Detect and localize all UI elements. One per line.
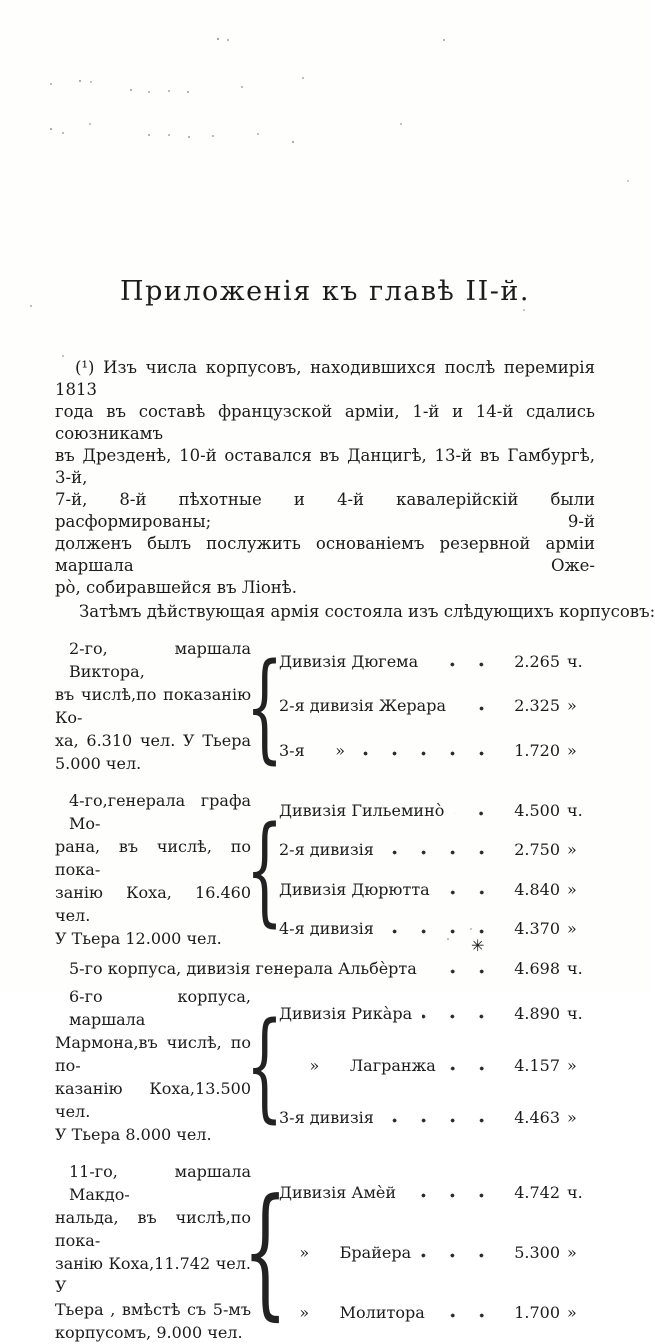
strength-unit: » (567, 696, 577, 716)
description-line: 4-го,генерала графа Мо- (69, 791, 251, 833)
division-row (279, 919, 595, 938)
strength-unit: ч. (567, 651, 583, 671)
division-row (279, 1303, 595, 1322)
footnote-paragraph (55, 357, 595, 599)
corps-description (55, 637, 251, 775)
division-row (279, 1004, 595, 1023)
leader-dots (384, 1118, 496, 1123)
description-line: 5.000 чел. (55, 754, 142, 773)
description-line: 11-го, маршала Макдо- (69, 1162, 251, 1204)
division-row (279, 880, 595, 899)
strength-unit: ч. (567, 801, 583, 821)
leader-dots (406, 1193, 496, 1198)
division-strength: 4.742 (514, 1182, 560, 1202)
division-name: 4-я дивизія (279, 918, 374, 938)
division-name: Дивизія Дюгема (279, 651, 419, 671)
division-list (279, 789, 595, 950)
leader-dots (454, 811, 496, 816)
division-row (279, 840, 595, 859)
division-strength: 4.698 (514, 959, 560, 978)
corps-description (55, 1160, 251, 1344)
leader-dots (446, 1066, 496, 1071)
division-name: 3-я дивизія (279, 1108, 374, 1128)
scan-specks (0, 0, 2, 2)
corps-description (55, 985, 251, 1146)
strength-unit: » (567, 879, 577, 899)
leader-dots (384, 929, 496, 934)
leader-dots (384, 850, 496, 855)
description-line: занію Коха, 16.460 чел. (55, 883, 251, 925)
strength-unit: » (567, 1108, 577, 1128)
description-line: У Тьера 12.000 чел. (55, 929, 222, 948)
leader-dots (428, 662, 496, 667)
strength-unit: ч. (567, 1182, 583, 1202)
division-name: Дивизія Гильеминò (279, 801, 445, 821)
strength-unit: » (567, 918, 577, 938)
division-strength: 5.300 (514, 1242, 560, 1262)
leader-dots (456, 706, 496, 711)
description-line: ха, 6.310 чел. У Тьера (55, 731, 251, 750)
paragraph-line: въ Дрезденѣ, 10-й оставался въ Данцигѣ, 13-й въ Гамбургѣ, 3-й, (55, 446, 595, 487)
division-row (55, 959, 595, 978)
division-name: » Молитора (279, 1302, 425, 1322)
strength-unit: » (567, 840, 577, 860)
division-strength: 4.500 (514, 801, 560, 821)
division-name: Дивизія Амèй (279, 1182, 397, 1202)
brace: { (246, 636, 284, 775)
page-title: Приложенія къ главѣ II-й. (120, 276, 530, 307)
description-line: Мармона,въ числѣ, по по- (55, 1033, 251, 1075)
description-line: 2-го, маршала Виктора, (69, 639, 251, 681)
division-row (279, 1108, 595, 1127)
division-name: 2-я дивизія (279, 840, 374, 860)
leader-dots (427, 969, 496, 974)
corps-group-6 (55, 985, 595, 1146)
division-list (279, 637, 595, 775)
division-row (279, 652, 595, 671)
leader-dots (440, 890, 496, 895)
strength-unit: ч. (567, 1003, 583, 1023)
corps-group-4 (55, 789, 595, 950)
division-row (279, 696, 595, 715)
division-name: Дивизія Рикàра (279, 1003, 413, 1023)
division-row (279, 741, 595, 760)
division-strength: 2.750 (514, 840, 560, 860)
brace: { (242, 1168, 288, 1334)
division-name: » Брайера (279, 1242, 412, 1262)
division-strength: 2.325 (514, 696, 560, 716)
leader-dots (355, 751, 496, 756)
description-line: въ числѣ,по показанію Ко- (55, 685, 251, 727)
description-line: казанію Коха,13.500 чел. (55, 1079, 251, 1121)
division-name: Дивизія Дюрютта (279, 879, 430, 899)
paragraph-line: 7-й, 8-й пѣхотные и 4-й кавалерійскій были расформированы; 9-й (55, 490, 595, 531)
division-strength: 4.463 (514, 1108, 560, 1128)
description-line: нальда, въ числѣ,по пока- (55, 1208, 251, 1250)
corps-table (55, 637, 595, 1344)
paragraph-line: года въ составѣ французской арміи, 1-й и 14-й сдались союзникамъ (55, 402, 595, 443)
division-name: 5-го корпуса, дивизія генерала Альбèрта (69, 959, 417, 978)
division-row (279, 1183, 595, 1202)
paragraph-line: рò, собиравшейся въ Ліонѣ. (55, 578, 297, 597)
brace: { (246, 800, 284, 939)
paragraph-line: долженъ былъ послужить основаніемъ резервной арміи маршала Оже- (55, 534, 595, 575)
description-line: У Тьера 8.000 чел. (55, 1125, 212, 1144)
division-strength: 4.840 (514, 879, 560, 899)
division-strength: 4.890 (514, 1003, 560, 1023)
leader-dots (421, 1253, 496, 1258)
strength-unit: ч. (567, 959, 583, 978)
strength-unit: » (567, 1242, 577, 1262)
strength-unit: » (567, 1055, 577, 1075)
description-line: занію Коха,11.742 чел. У (55, 1254, 251, 1296)
division-strength: 1.700 (514, 1302, 560, 1322)
brace: { (246, 996, 284, 1135)
division-name: 2-я дивизія Жерара (279, 696, 446, 716)
corps-description (55, 789, 251, 950)
division-row (279, 1243, 595, 1262)
division-row (279, 1056, 595, 1075)
paragraph-line: (¹) Изъ числа корпусовъ, находившихся послѣ перемирія 1813 (55, 358, 595, 399)
corps-group-11 (55, 1160, 595, 1344)
corps-group-2 (55, 637, 595, 775)
division-row (279, 801, 595, 820)
description-line: Тьера , вмѣстѣ съ 5-мъ (55, 1300, 251, 1319)
strength-unit: » (567, 1302, 577, 1322)
division-strength: 1.720 (514, 741, 560, 761)
division-list (279, 985, 595, 1146)
leader-dots (422, 1014, 496, 1019)
division-name: 3-я » (279, 741, 345, 761)
description-line: рана, въ числѣ, по пока- (55, 837, 251, 879)
lead-in-sentence: Затѣмъ дѣйствующая армія состояла изъ слѣдующихъ корпусовъ: (79, 602, 655, 621)
footnote-asterisk: ✳ (471, 936, 485, 955)
text-block (55, 0, 655, 1344)
description-line: корпусомъ, 9.000 чел. (55, 1323, 243, 1342)
strength-unit: » (567, 741, 577, 761)
division-strength: 2.265 (514, 651, 560, 671)
description-line: 6-го корпуса, маршала (69, 987, 251, 1029)
corps-group-5 (55, 959, 595, 978)
division-strength: 4.157 (514, 1055, 560, 1075)
division-name: » Лагранжа (279, 1055, 436, 1075)
division-list (279, 1160, 595, 1344)
leader-dots (435, 1313, 496, 1318)
division-strength: 4.370 (514, 918, 560, 938)
